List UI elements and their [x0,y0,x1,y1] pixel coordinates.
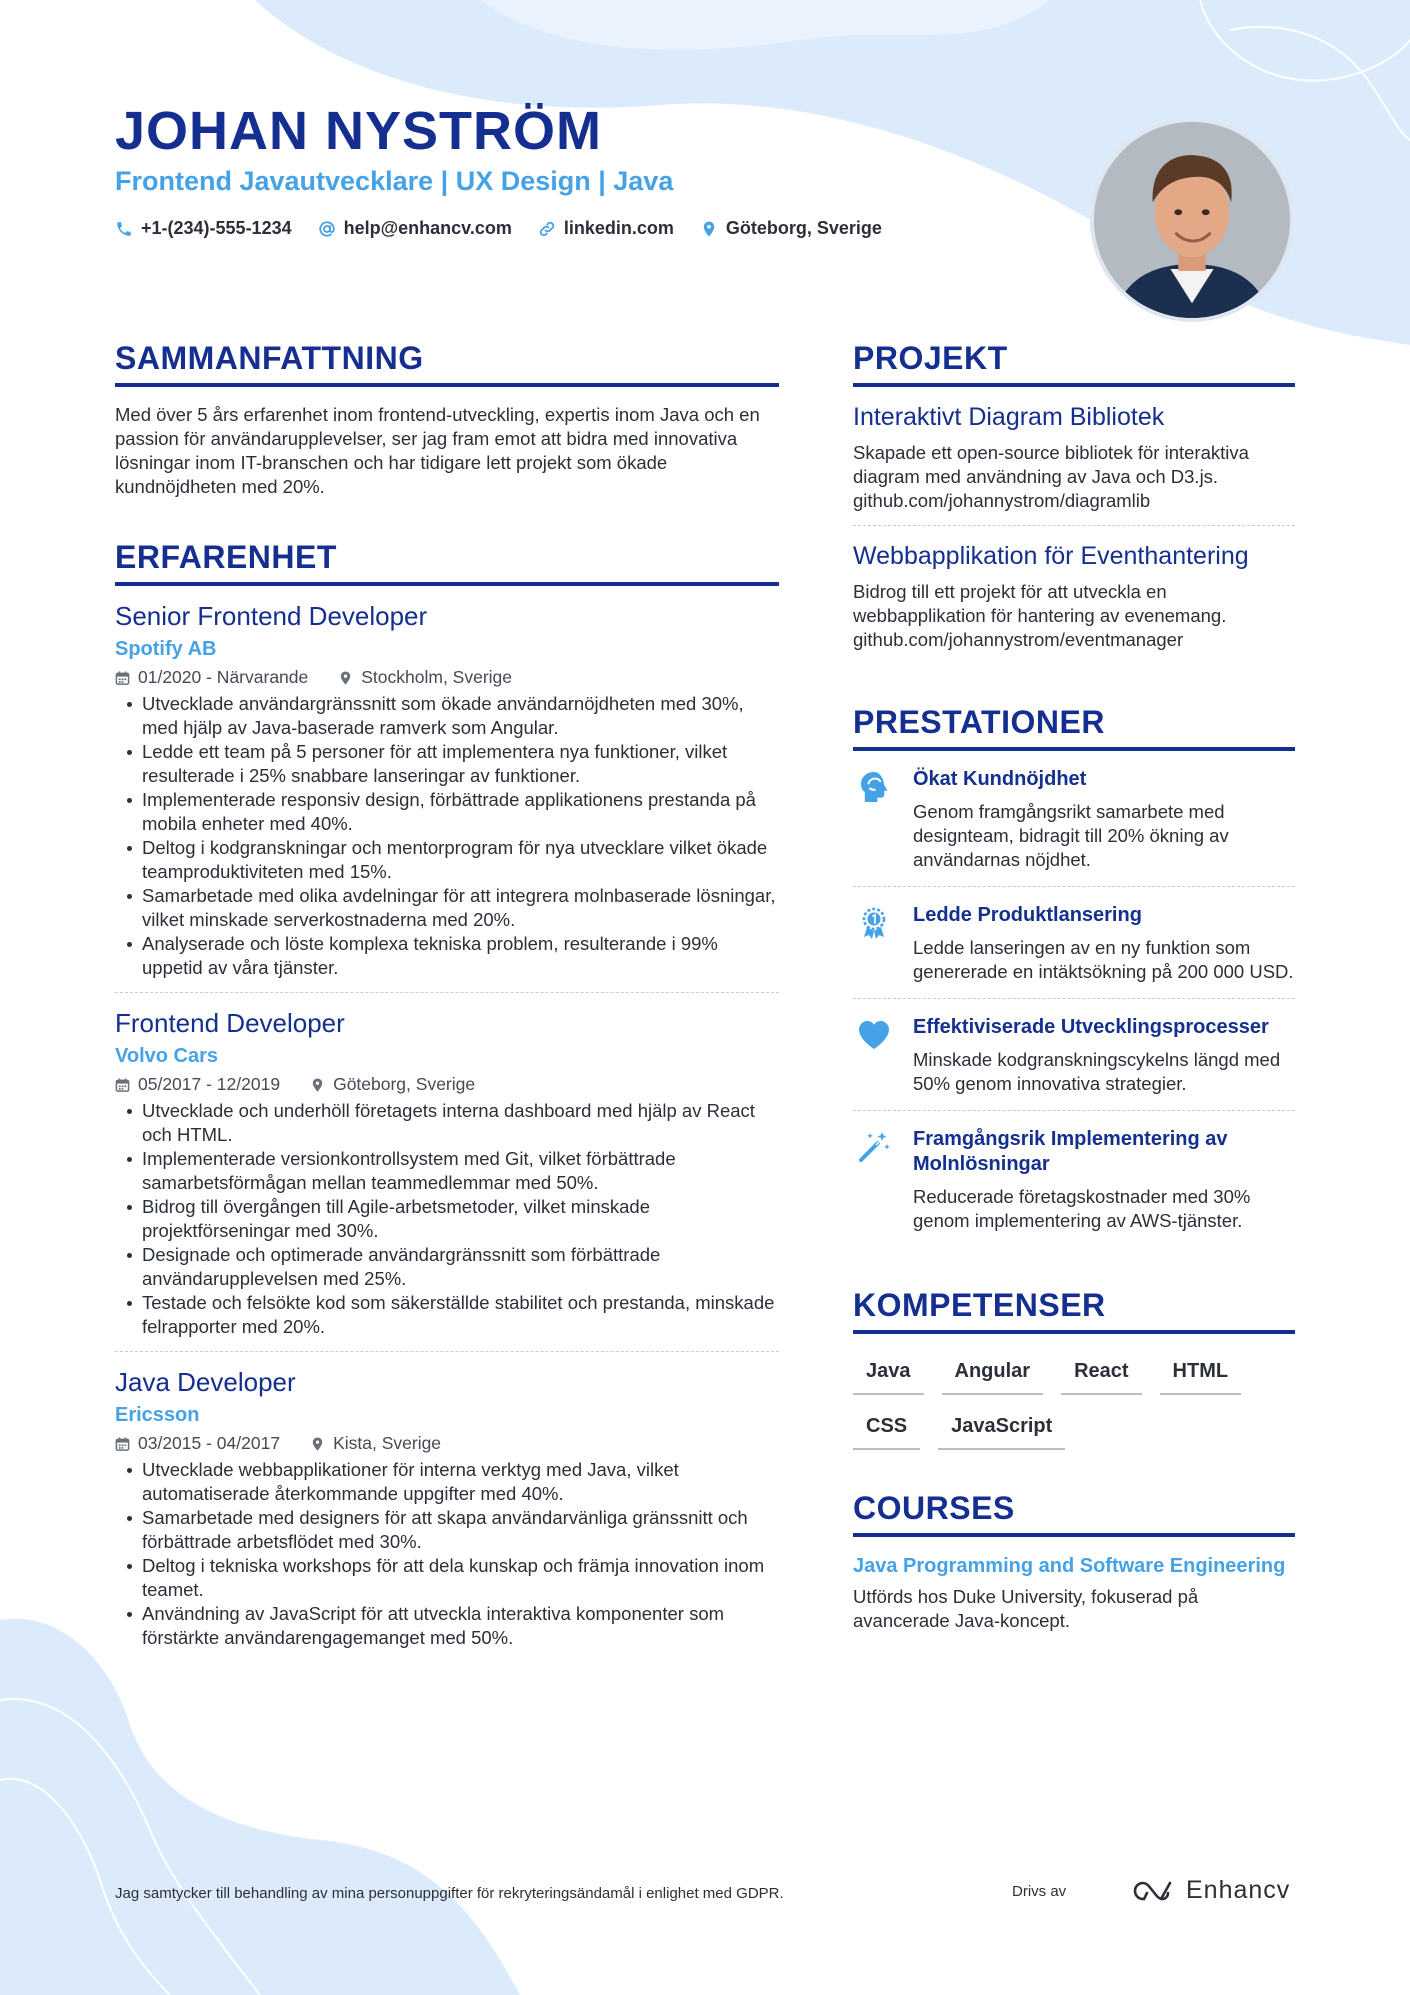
achievement-title: Effektiviserade Utvecklingsprocesser [913,1016,1269,1038]
achievement-title: Ledde Produktlansering [913,904,1142,926]
achievement-entry [853,751,1295,887]
contact-email[interactable] [318,218,512,239]
heart-icon [853,1015,895,1096]
experience-section [115,539,779,1662]
summary-section [115,340,779,499]
skills-list [853,1352,1295,1450]
job-dates [115,667,308,688]
job-bullets [115,692,779,980]
section-title-summary: SAMMANFATTNING [115,340,779,387]
calendar-icon [115,670,130,686]
summary-text: Med över 5 års erfarenhet inom frontend-utveckling, expertis inom Java och en passion för användarupplevelser, ser jag fram emot att bidra med innovativa lösningar inom IT-branschen och har tidigare lett projekt som ökade kundnöjdheten med 20%. [115,404,760,497]
job-bullets [115,1099,779,1339]
achievement-title: Ökat Kundnöjdhet [913,768,1087,790]
job-dates-text: 01/2020 - Närvarande [138,667,309,687]
achievement-entry [853,1111,1295,1247]
project-description: Bidrog till ett projekt för att utveckla en webbapplikation för hantering av evenemang. github.com/johannystrom/eventmanager [853,581,1227,650]
contact-linkedin[interactable] [538,218,674,239]
at-icon [318,220,336,238]
job-location [310,1433,441,1454]
candidate-headline: Frontend Javautvecklare | UX Design | Java [115,166,674,196]
skill-tag: Java [853,1352,924,1395]
company-name: Ericsson [115,1404,200,1426]
gdpr-consent-note: Jag samtycker till behandling av mina personuppgifter för rekryteringsändamål i enlighet med GDPR. [115,1885,784,1902]
job-location [338,667,512,688]
job-location-text: Göteborg, Sverige [333,1074,476,1094]
location-pin-icon [310,1436,325,1452]
section-title-achievements: PRESTATIONER [853,704,1295,751]
skill-tag: JavaScript [938,1407,1065,1450]
calendar-icon [115,1077,130,1093]
achievement-body [913,1127,1295,1233]
project-title: Interaktivt Diagram Bibliotek [853,403,1165,431]
location-pin-icon [700,220,718,238]
achievement-description: Minskade kodgranskningscykelns längd med 50% genom innovativa strategier. [913,1049,1281,1094]
achievement-body [913,903,1295,984]
job-entry [115,586,779,993]
enhancv-logo-icon [1130,1879,1176,1903]
job-bullet: Ledde ett team på 5 personer för att implementera nya funktioner, vilket resulterade i 25% snabbare lanseringar av funktioner. [115,740,779,788]
job-bullet: Testade och felsökte kod som säkerställde stabilitet och prestanda, minskade felrapporter med 20%. [115,1291,779,1339]
project-entry [853,526,1295,664]
job-meta [115,667,779,688]
magic-wand-icon [853,1127,895,1233]
job-dates-text: 05/2017 - 12/2019 [138,1074,281,1094]
brand-link[interactable] [1130,1876,1290,1905]
left-column [115,340,779,1662]
brand-name: Enhancv [1186,1876,1291,1904]
job-bullet: Deltog i tekniska workshops för att dela kunskap och främja innovation inom teamet. [115,1554,779,1602]
job-title: Java Developer [115,1367,296,1397]
job-location-text: Stockholm, Sverige [361,667,513,687]
email-address: help@enhancv.com [343,218,512,238]
link-icon [538,220,556,238]
candidate-name: JOHAN NYSTRÖM [115,101,603,161]
job-bullet: Utvecklade användargränssnitt som ökade användarnöjdheten med 30%, med hjälp av Java-baserade ramverk som Angular. [115,692,779,740]
course-description: Utförds hos Duke University, fokuserad på avancerade Java-koncept. [853,1586,1199,1631]
courses-section [853,1490,1295,1633]
achievement-entry [853,999,1295,1111]
contact-phone[interactable] [115,218,292,239]
achievement-description: Ledde lanseringen av en ny funktion som genererade en intäktsökning på 200 000 USD. [913,937,1294,982]
skill-tag: React [1061,1352,1141,1395]
job-bullets [115,1458,779,1650]
achievement-description: Genom framgångsrikt samarbete med designteam, bidragit till 20% ökning av användarnas nöjdhet. [913,801,1229,870]
achievement-body [913,1015,1295,1096]
projects-section [853,340,1295,664]
job-bullet: Samarbetade med olika avdelningar för att integrera molnbaserade lösningar, vilket minskade serverkostnaderna med 20%. [115,884,779,932]
job-location-text: Kista, Sverige [333,1433,442,1453]
course-title: Java Programming and Software Engineering [853,1555,1286,1577]
achievement-title: Framgångsrik Implementering av Molnlösningar [913,1128,1228,1175]
location-pin-icon [310,1077,325,1093]
job-location [310,1074,475,1095]
job-dates-text: 03/2015 - 04/2017 [138,1433,281,1453]
project-title: Webbapplikation för Eventhantering [853,542,1249,570]
company-name: Volvo Cars [115,1045,218,1067]
job-bullet: Deltog i kodgranskningar och mentorprogram för nya utvecklare vilket ökade teamproduktiviteten med 15%. [115,836,779,884]
section-title-skills: KOMPETENSER [853,1287,1295,1334]
phone-number: +1-(234)-555-1234 [141,218,292,238]
achievement-entry [853,887,1295,999]
job-title: Frontend Developer [115,1008,345,1038]
skill-tag: HTML [1160,1352,1242,1395]
job-bullet: Utvecklade webbapplikationer för interna verktyg med Java, vilket automatiserade återkommande uppgifter med 40%. [115,1458,779,1506]
company-name: Spotify AB [115,638,217,660]
powered-by-label: Drivs av [1012,1883,1067,1900]
job-bullet: Implementerade versionkontrollsystem med Git, vilket förbättrade samarbetsförmågan mellan teammedlemmar med 50%. [115,1147,779,1195]
job-bullet: Designade och optimerade användargränssnitt som förbättrade användarupplevelsen med 25%. [115,1243,779,1291]
location-text: Göteborg, Sverige [725,218,882,238]
linkedin-url: linkedin.com [563,218,674,238]
job-title: Senior Frontend Developer [115,601,428,631]
avatar [1094,122,1290,318]
project-description: Skapade ett open-source bibliotek för interaktiva diagram med användning av Java och D3.js. github.com/johannystrom/diagramlib [853,442,1249,511]
job-bullet: Analyserade och löste komplexa tekniska problem, resulterande i 99% uppetid av våra tjänster. [115,932,779,980]
location-pin-icon [338,670,353,686]
calendar-icon [115,1436,130,1452]
contact-bar [115,218,882,239]
job-dates [115,1074,280,1095]
award-icon [853,903,895,984]
skill-tag: Angular [942,1352,1044,1395]
job-bullet: Utvecklade och underhöll företagets interna dashboard med hjälp av React och HTML. [115,1099,779,1147]
contact-location [700,218,882,239]
job-entry [115,993,779,1352]
achievement-body [913,767,1295,872]
right-column [853,340,1295,1633]
job-entry [115,1352,779,1662]
job-meta [115,1433,779,1454]
job-dates [115,1433,280,1454]
job-bullet: Implementerade responsiv design, förbättrade applikationens prestanda på mobila enheter med 40%. [115,788,779,836]
job-bullet: Användning av JavaScript för att utveckla interaktiva komponenter som förstärkte användarengagemanget med 50%. [115,1602,779,1650]
job-meta [115,1074,779,1095]
project-entry [853,387,1295,526]
job-bullet: Samarbetade med designers för att skapa användarvänliga gränssnitt och förbättrade arbetsflödet med 30%. [115,1506,779,1554]
achievement-description: Reducerade företagskostnader med 30% genom implementering av AWS-tjänster. [913,1186,1251,1231]
job-bullet: Bidrog till övergången till Agile-arbetsmetoder, vilket minskade projektförseningar med 30%. [115,1195,779,1243]
section-title-experience: ERFARENHET [115,539,779,586]
achievements-section [853,704,1295,1247]
skills-section [853,1287,1295,1450]
section-title-courses: COURSES [853,1490,1295,1537]
head-icon [853,767,895,872]
profile-photo [1090,118,1294,322]
skill-tag: CSS [853,1407,920,1450]
section-title-projects: PROJEKT [853,340,1295,387]
phone-icon [115,220,133,238]
